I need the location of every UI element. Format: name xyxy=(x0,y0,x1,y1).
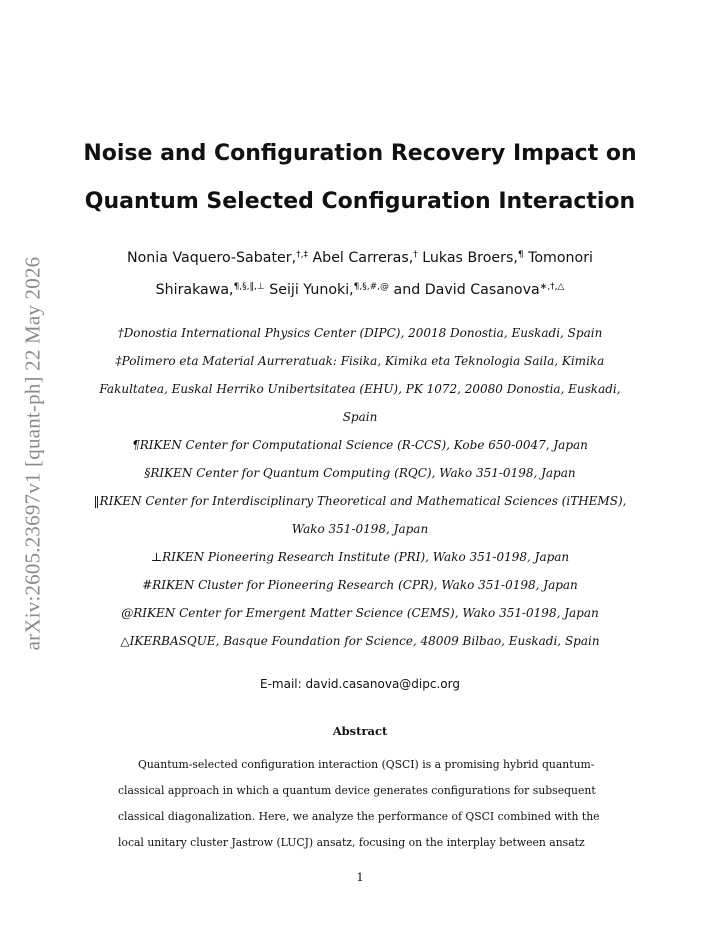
abstract-line: classical diagonalization. Here, we analyze the performance of QSCI combined with the xyxy=(118,810,600,823)
affiliation-line: ⊥RIKEN Pioneering Research Institute (PRI), Wako 351-0198, Japan xyxy=(150,550,570,564)
affiliation-line: †Donostia International Physics Center (DIPC), 20018 Donostia, Euskadi, Spain xyxy=(117,326,603,340)
author-name: and David Casanova xyxy=(389,282,540,298)
arxiv-identifier: arXiv:2605.23697v1 [quant-ph] 22 May 2026 xyxy=(20,256,45,650)
affiliation-line: #RIKEN Cluster for Pioneering Research (CPR), Wako 351-0198, Japan xyxy=(142,578,578,592)
author-name: Abel Carreras, xyxy=(307,250,414,266)
affiliation-list xyxy=(80,319,640,655)
affiliation-marks: † xyxy=(413,250,418,260)
abstract-heading: Abstract xyxy=(332,724,388,738)
affiliation-line: Wako 351-0198, Japan xyxy=(291,522,429,536)
affiliation-marks: ∗,†,△ xyxy=(539,282,565,292)
abstract-line: local unitary cluster Jastrow (LUCJ) ansatz, focusing on the interplay between ansatz xyxy=(118,836,585,849)
author-name: Lukas Broers, xyxy=(417,250,518,266)
affiliation-line: Spain xyxy=(342,410,378,424)
affiliation-line: Fakultatea, Euskal Herriko Unibertsitatea (EHU), PK 1072, 20080 Donostia, Euskadi, xyxy=(99,382,621,396)
title-line: Quantum Selected Configuration Interaction xyxy=(84,189,636,214)
affiliation-line: §RIKEN Center for Quantum Computing (RQC), Wako 351-0198, Japan xyxy=(144,466,576,480)
title-line: Noise and Configuration Recovery Impact on xyxy=(83,141,637,166)
author-name: Shirakawa, xyxy=(155,282,234,298)
abstract-line: classical approach in which a quantum device generates configurations for subsequent xyxy=(118,784,596,797)
affiliation-line: ‡Polimero eta Material Aurreratuak: Fisika, Kimika eta Teknologia Saila, Kimika xyxy=(115,354,605,368)
author-list xyxy=(60,242,660,306)
affiliation-marks: ¶,§,‖,⊥ xyxy=(233,282,265,292)
affiliation-marks: ¶,§,#,@ xyxy=(353,282,390,292)
arxiv-stamp xyxy=(16,238,50,668)
page-number: 1 xyxy=(356,870,364,884)
affiliation-marks: ¶ xyxy=(517,250,524,260)
affiliation-line: ‖RIKEN Center for Interdisciplinary Theoretical and Mathematical Sciences (iTHEMS), xyxy=(93,494,627,508)
affiliation-marks: †,‡ xyxy=(296,250,308,260)
abstract-line: Quantum-selected configuration interaction (QSCI) is a promising hybrid quantum- xyxy=(138,758,595,771)
author-name: Nonia Vaquero-Sabater, xyxy=(127,250,297,266)
contact-email: E-mail: david.casanova@dipc.org xyxy=(260,677,460,691)
paper-title xyxy=(60,130,660,226)
affiliation-line: △IKERBASQUE, Basque Foundation for Science, 48009 Bilbao, Euskadi, Spain xyxy=(120,634,600,648)
author-name: Tomonori xyxy=(523,250,593,266)
author-name: Seiji Yunoki, xyxy=(264,282,354,298)
author-line xyxy=(60,274,660,306)
affiliation-line: ¶RIKEN Center for Computational Science (R-CCS), Kobe 650-0047, Japan xyxy=(132,438,588,452)
affiliation-line: @RIKEN Center for Emergent Matter Science (CEMS), Wako 351-0198, Japan xyxy=(121,606,599,620)
author-line xyxy=(60,242,660,274)
abstract-text xyxy=(80,752,640,856)
